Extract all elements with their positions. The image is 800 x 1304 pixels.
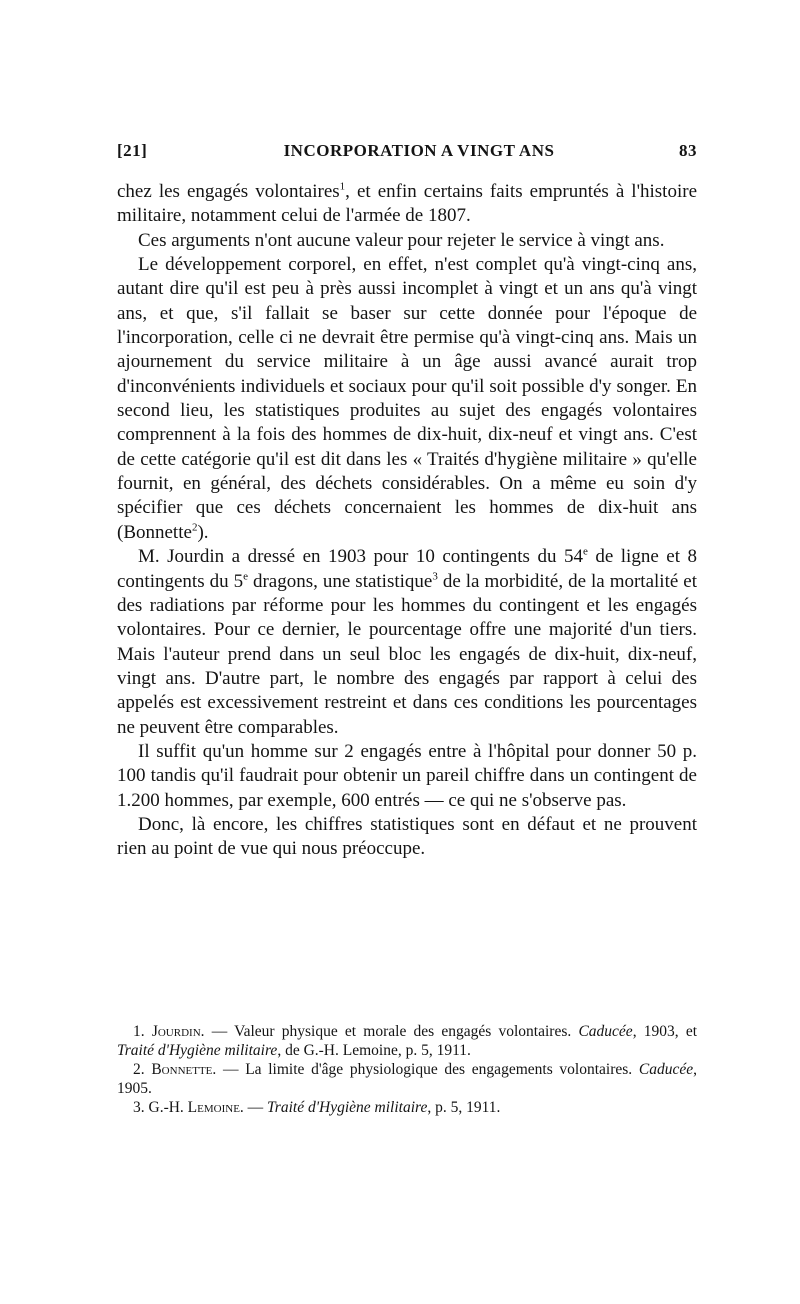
- paragraph: M. Jourdin a dressé en 1903 pour 10 contingents du 54e de ligne et 8 contingents du 5e dragons, une statistique$^3$ de la morbidité, de la mortalité et des radiations par réforme pour les hommes du contingent et les engagés volontaires. Pour ce dernier, le pourcentage offre une majorité d'un tiers. Mais l'auteur prend dans un seul bloc les engagés de dix-huit, dix-neuf, vingt ans. D'autre part, le nombre des engagés par rapport à celui des appelés est excessivement restreint et dans ces conditions les pourcentages ne peuvent être comparables.: [117, 545, 697, 738]
- paragraph: Donc, là encore, les chiffres statistiques sont en défaut et ne prouvent rien au point de vue qui nous préoccupe.: [117, 813, 697, 860]
- paragraph: chez les engagés volontaires$^1$, et enfin certains faits empruntés à l'histoire militaire, notamment celui de l'armée de 1807.: [117, 180, 698, 227]
- footnote-marker: 2: [191, 521, 198, 534]
- footnote: 3. G.-H. Lemoine. — Traité d'Hygiène militaire, p. 5, 1911.: [133, 1099, 501, 1116]
- footnote-marker: 1: [339, 180, 346, 193]
- section-reference: [21]: [117, 141, 148, 160]
- chapter-title: INCORPORATION A VINGT ANS: [283, 141, 555, 160]
- footnote: 1. Jourdin. — Valeur physique et morale des engagés volontaires. Caducée, 1903, et Traité d'Hygiène militaire, de G.-H. Lemoine, p. 5, 1911.: [117, 1023, 698, 1059]
- paragraph: Ces arguments n'ont aucune valeur pour rejeter le service à vingt ans.: [138, 229, 665, 251]
- footnote-marker: 3: [432, 570, 438, 583]
- footnote: 2. Bonnette. — La limite d'âge physiologique des engagements volontaires. Caducée, 1905.: [117, 1061, 698, 1097]
- page: [117, 141, 697, 862]
- paragraph: Le développement corporel, en effet, n'est complet qu'à vingt-cinq ans, autant dire qu'il est peu à près aussi incomplet à vingt et un ans qu'à vingt ans, et que, s'il fallait se baser sur cette donnée pour l'époque de l'incorporation, celle ci ne devrait être permise qu'à vingt-cinq ans. Mais un ajournement du service militaire à un âge aussi avancé aurait trop d'inconvénients individuels et sociaux pour qu'il soit possible d'y songer. En second lieu, les statistiques produites au sujet des engagés volontaires comprennent à la fois des hommes de dix-huit, dix-neuf et vingt ans. C'est de cette catégorie qu'il est dit dans les « Traités d'hygiène militaire » qu'elle fournit, en général, des déchets considérables. On a même eu soin d'y spécifier que ces déchets concernaient les hommes de dix-huit ans (Bonnette$^2$).: [117, 254, 697, 543]
- footnotes: [117, 1022, 697, 1117]
- paragraph: Il suffit qu'un homme sur 2 engagés entre à l'hôpital pour donner 50 p. 100 tandis qu'il faudrait pour obtenir un pareil chiffre dans un contingent de 1.200 hommes, par exemple, 600 entrés — ce qui ne s'observe pas.: [117, 740, 697, 811]
- body-text: [117, 180, 697, 862]
- page-number: 83: [679, 141, 697, 160]
- running-head: [117, 141, 697, 165]
